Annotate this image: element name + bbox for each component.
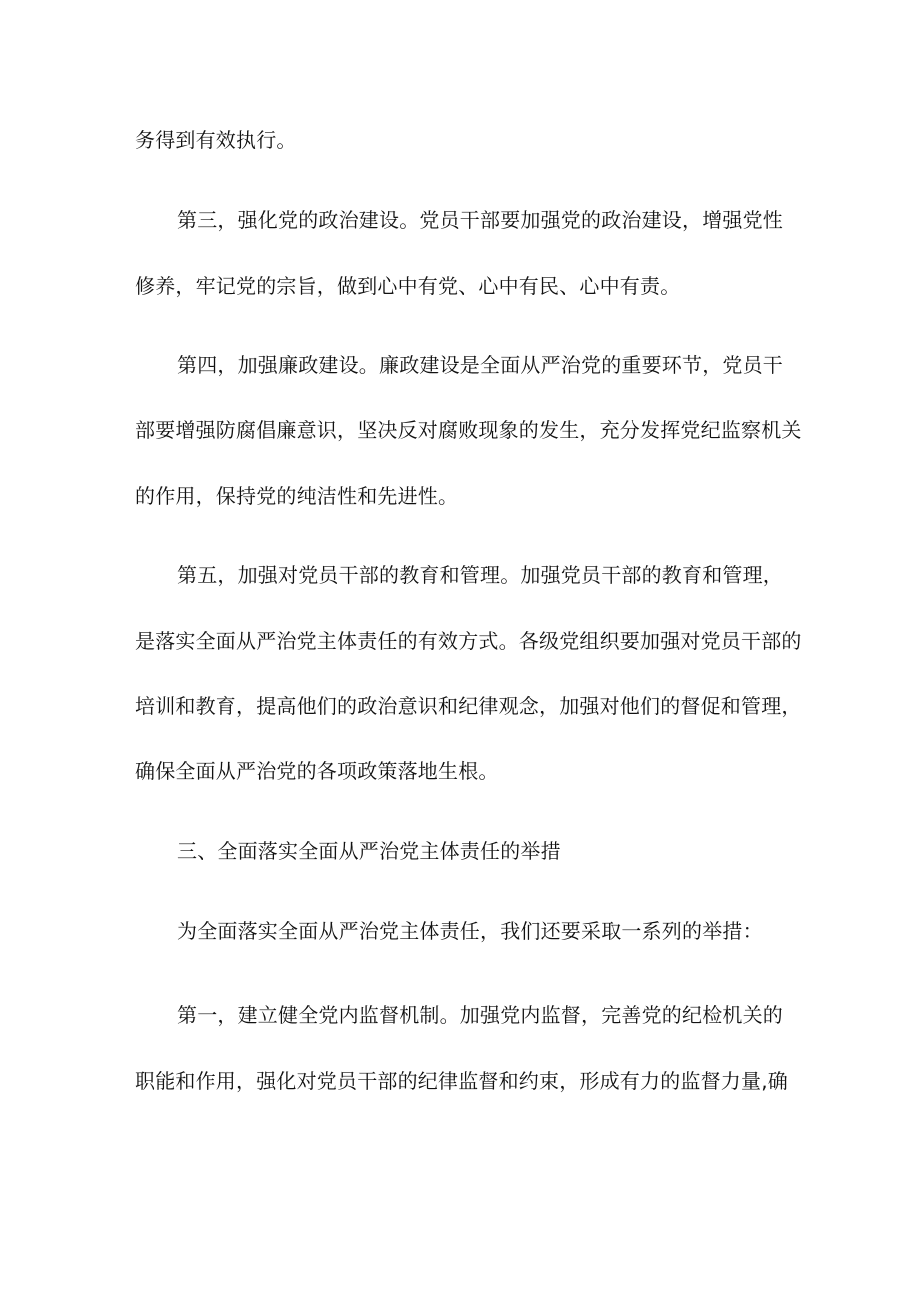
- paragraph-line: 培训和教育，提高他们的政治意识和纪律观念，加强对他们的督促和管理，: [135, 694, 802, 718]
- paragraph-line: 第一，建立健全党内监督机制。加强党内监督，完善党的纪检机关的: [177, 1003, 783, 1027]
- paragraph-line: 第四，加强廉政建设。廉政建设是全面从严治党的重要环节，党员干: [177, 353, 783, 377]
- paragraph-line: 的作用，保持党的纯洁性和先进性。: [135, 484, 459, 508]
- section-heading: 三、全面落实全面从严治党主体责任的举措: [177, 839, 561, 863]
- paragraph-line: 部要增强防腐倡廉意识，坚决反对腐败现象的发生，充分发挥党纪监察机关: [135, 418, 802, 442]
- paragraph-line: 第五，加强对党员干部的教育和管理。加强党员干部的教育和管理，: [177, 563, 783, 587]
- paragraph-line: 修养，牢记党的宗旨，做到心中有党、心中有民、心中有责。: [135, 274, 681, 298]
- paragraph-line: 务得到有效执行。: [135, 128, 297, 152]
- paragraph-line: 是落实全面从严治党主体责任的有效方式。各级党组织要加强对党员干部的: [135, 629, 802, 653]
- paragraph-line: 确保全面从严治党的各项政策落地生根。: [135, 759, 499, 783]
- paragraph-line: 为全面落实全面从严治党主体责任，我们还要采取一系列的举措：: [177, 919, 763, 943]
- paragraph-line: 职能和作用，强化对党员干部的纪律监督和约束，形成有力的监督力量,确: [135, 1069, 788, 1093]
- paragraph-line: 第三，强化党的政治建设。党员干部要加强党的政治建设，增强党性: [177, 208, 783, 232]
